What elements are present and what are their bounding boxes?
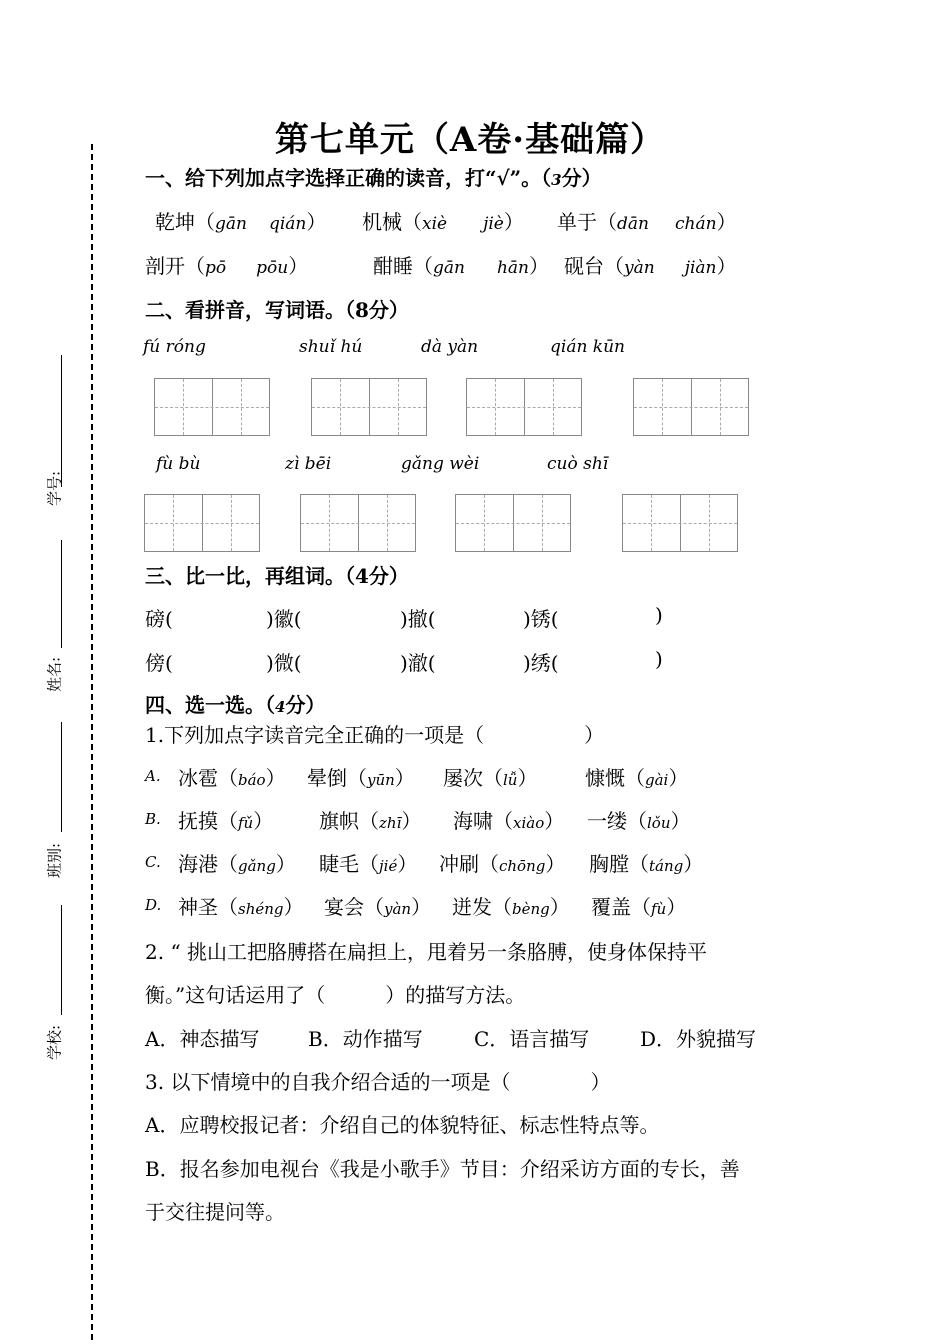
writing-grid[interactable] xyxy=(466,378,582,436)
section-4-score: 4 xyxy=(275,698,286,716)
pinyin-option-a: gān xyxy=(215,214,247,234)
pinyin-option-a: pō xyxy=(205,258,227,278)
option-word: 胸膛（táng） xyxy=(589,852,704,876)
q3-option-b-line-1: B．报名参加电视台《我是小歌手》节目：介绍采访方面的专长，善 xyxy=(145,1157,740,1181)
option-word: 海港（gǎng） xyxy=(178,852,296,876)
option-word: 旗帜（zhī） xyxy=(319,809,422,833)
question-3: 3. 以下情境中的自我介绍合适的一项是（ ） xyxy=(145,1070,611,1094)
pinyin-prompt: shuǐ hú xyxy=(299,337,363,357)
pinyin-prompt: qián kūn xyxy=(550,337,626,357)
compare-word-close: ) xyxy=(655,603,663,627)
option-word: 屡次（lǚ） xyxy=(443,766,538,790)
name-line xyxy=(61,540,62,648)
s1-item-close: ） xyxy=(288,254,309,278)
student-number-line xyxy=(61,355,62,487)
option-word: 慷慨（gài） xyxy=(585,766,689,790)
writing-grid[interactable] xyxy=(455,494,571,552)
option-label: B. xyxy=(145,810,161,828)
pinyin-option-b: hān xyxy=(496,258,530,278)
pinyin-option-a: yàn xyxy=(624,258,655,278)
question-1: 1.下列加点字读音完全正确的一项是（ ） xyxy=(145,723,605,747)
pinyin-option-b: jiè xyxy=(483,214,504,234)
q1-option-c xyxy=(145,848,704,876)
q1-option-a xyxy=(145,762,689,790)
s1-item-word: 剖开（ xyxy=(145,254,205,278)
writing-grid[interactable] xyxy=(311,378,427,436)
writing-grid[interactable] xyxy=(622,494,738,552)
s1-item-close: ） xyxy=(716,254,737,278)
class-line xyxy=(61,722,62,832)
s1-item-word: 酣睡（ xyxy=(373,254,433,278)
pinyin-option-b: chán xyxy=(674,214,717,234)
s1-item-6 xyxy=(564,250,737,279)
pinyin-option-b: qián xyxy=(268,214,307,234)
q2-option: C．语言描写 xyxy=(474,1027,590,1051)
compare-word: )微( xyxy=(266,651,302,675)
name-label: 姓名: xyxy=(45,656,64,693)
option-label: A. xyxy=(145,767,161,785)
student-number-label: 学号: xyxy=(45,470,64,507)
compare-word: )绣( xyxy=(523,651,559,675)
binding-dashed-line xyxy=(91,144,93,1340)
section-2-heading: 二、看拼音，写词语。（8分） xyxy=(145,298,409,322)
s1-item-4 xyxy=(145,250,308,279)
option-word: 宴会（yàn） xyxy=(324,895,432,919)
section-4-heading-text: 四、选一选。（ xyxy=(145,693,275,717)
pinyin-option-a: dān xyxy=(617,214,649,234)
option-label: D. xyxy=(145,896,162,914)
option-word: 睫毛（jié） xyxy=(319,852,418,876)
section-1-heading-text: 一、给下列加点字选择正确的读音，打“√”。（ xyxy=(145,166,552,190)
pinyin-option-a: gān xyxy=(433,258,465,278)
s1-item-5 xyxy=(373,250,549,279)
compare-word: )撤( xyxy=(400,607,436,631)
pinyin-prompt: cuò shī xyxy=(547,454,609,474)
writing-grid[interactable] xyxy=(144,494,260,552)
q3-option-a: A．应聘校报记者：介绍自己的体貌特征、标志性特点等。 xyxy=(145,1113,660,1137)
s1-item-close: ） xyxy=(716,210,737,234)
section-1-heading xyxy=(145,162,602,191)
q3-option-b-line-2: 于交往提问等。 xyxy=(145,1200,285,1224)
q2-option: B．动作描写 xyxy=(308,1027,423,1051)
compare-word: 傍( xyxy=(145,651,173,675)
s1-item-2 xyxy=(362,206,524,235)
writing-grid[interactable] xyxy=(300,494,416,552)
s1-item-close: ） xyxy=(306,210,327,234)
s1-item-close: ） xyxy=(529,254,550,278)
pinyin-prompt: fù bù xyxy=(156,454,201,474)
school-line xyxy=(61,905,62,1015)
pinyin-prompt: dà yàn xyxy=(421,337,479,357)
class-label: 班别: xyxy=(45,842,64,879)
compare-word-close: ) xyxy=(655,647,663,671)
q2-option: D．外貌描写 xyxy=(640,1027,757,1051)
option-word: 抚摸（fǔ） xyxy=(178,809,274,833)
question-2-line-1: 2. “ 挑山工把胳膊搭在扁担上，甩着另一条胳膊，使身体保持平 xyxy=(145,940,708,964)
pinyin-prompt: zì bēi xyxy=(285,454,332,474)
writing-grid[interactable] xyxy=(154,378,270,436)
compare-word: 磅( xyxy=(145,607,173,631)
s1-item-close: ） xyxy=(503,210,524,234)
section-4-heading xyxy=(145,689,325,718)
option-word: 海啸（xiào） xyxy=(453,809,565,833)
option-word: 冰雹（báo） xyxy=(178,766,286,790)
question-2-line-2: 衡。”这句话运用了（ ）的描写方法。 xyxy=(145,983,526,1007)
option-label: C. xyxy=(145,853,161,871)
option-word: 晕倒（yūn） xyxy=(307,766,415,790)
option-word: 迸发（bèng） xyxy=(452,895,570,919)
page-title: 第七单元（A卷·基础篇） xyxy=(274,120,666,160)
compare-word: )徽( xyxy=(266,607,302,631)
option-word: 覆盖（fù） xyxy=(591,895,687,919)
pinyin-option-a: xiè xyxy=(422,214,448,234)
option-word: 冲刷（chōng） xyxy=(439,852,566,876)
s1-item-word: 砚台（ xyxy=(564,254,624,278)
q1-option-b xyxy=(145,805,691,833)
s1-item-word: 乾坤（ xyxy=(155,210,215,234)
compare-word: )澈( xyxy=(400,651,436,675)
s1-item-1 xyxy=(155,206,326,235)
pinyin-option-b: pōu xyxy=(256,258,289,278)
q1-option-d xyxy=(145,891,687,919)
pinyin-prompt: gǎng wèi xyxy=(401,454,480,474)
school-label: 学校: xyxy=(45,1024,64,1061)
s1-item-word: 机械（ xyxy=(362,210,422,234)
section-1-unit: 分） xyxy=(561,166,602,190)
s1-item-word: 单于（ xyxy=(557,210,617,234)
s1-item-3 xyxy=(557,206,737,235)
pinyin-prompt: fú róng xyxy=(143,337,206,357)
section-1-score: 3 xyxy=(551,171,562,189)
writing-grid[interactable] xyxy=(633,378,749,436)
q2-option: A．神态描写 xyxy=(145,1027,260,1051)
option-word: 一缕（lǒu） xyxy=(587,809,691,833)
section-4-unit: 分） xyxy=(285,693,326,717)
section-3-heading: 三、比一比，再组词。（4分） xyxy=(145,564,409,588)
pinyin-option-b: jiàn xyxy=(684,258,717,278)
option-word: 神圣（shéng） xyxy=(178,895,304,919)
compare-word: )锈( xyxy=(523,607,559,631)
